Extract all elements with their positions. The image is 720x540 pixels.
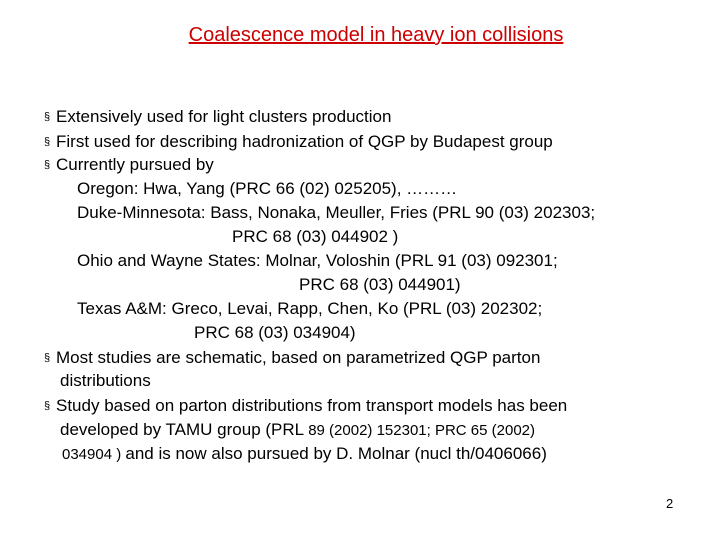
bullet-text: Currently pursued by — [56, 155, 214, 174]
reference-text: 89 (2002) 152301; PRC 65 (2002) — [308, 422, 536, 439]
bullet-item — [44, 395, 567, 417]
sub-item-oregon: Oregon: Hwa, Yang (PRC 66 (02) 025205), ……… — [77, 179, 458, 198]
sub-item-ohio: Ohio and Wayne States: Molnar, Voloshin (PRL 91 (03) 092301; — [77, 251, 558, 270]
bullet-icon: § — [44, 111, 51, 123]
bullet-text: Extensively used for light clusters production — [56, 107, 392, 126]
sub-item-ohio-cont: PRC 68 (03) 044901) — [299, 275, 461, 294]
bullet-item — [44, 106, 391, 128]
sub-item-duke-cont: PRC 68 (03) 044902 ) — [232, 227, 399, 246]
bullet-icon: § — [44, 136, 51, 148]
bullet-text: First used for describing hadronization of QGP by Budapest group — [56, 132, 553, 151]
bullet-icon: § — [44, 159, 51, 171]
bullet-continuation: distributions — [60, 371, 151, 390]
bullet-item — [44, 347, 540, 369]
bullet-icon: § — [44, 352, 51, 364]
bullet-text: Study based on parton distributions from transport models has been — [56, 396, 568, 415]
slide-title: Coalescence model in heavy ion collisions — [188, 24, 564, 46]
bullet-continuation — [60, 419, 535, 442]
bullet-text: Most studies are schematic, based on parametrized QGP parton — [56, 348, 541, 367]
reference-text: 034904 ) — [62, 446, 126, 463]
bullet-continuation — [62, 443, 547, 466]
sub-item-texas: Texas A&M: Greco, Levai, Rapp, Chen, Ko (PRL (03) 202302; — [77, 299, 543, 318]
page-number: 2 — [666, 496, 674, 511]
continuation-text: and is now also pursued by D. Molnar (nucl th/0406066) — [125, 444, 547, 463]
sub-item-duke: Duke-Minnesota: Bass, Nonaka, Meuller, Fries (PRL 90 (03) 202303; — [77, 203, 596, 222]
sub-item-texas-cont: PRC 68 (03) 034904) — [194, 323, 356, 342]
continuation-text: developed by TAMU group (PRL — [60, 420, 309, 439]
bullet-item — [44, 154, 214, 176]
bullet-item — [44, 131, 553, 153]
bullet-icon: § — [44, 400, 51, 412]
